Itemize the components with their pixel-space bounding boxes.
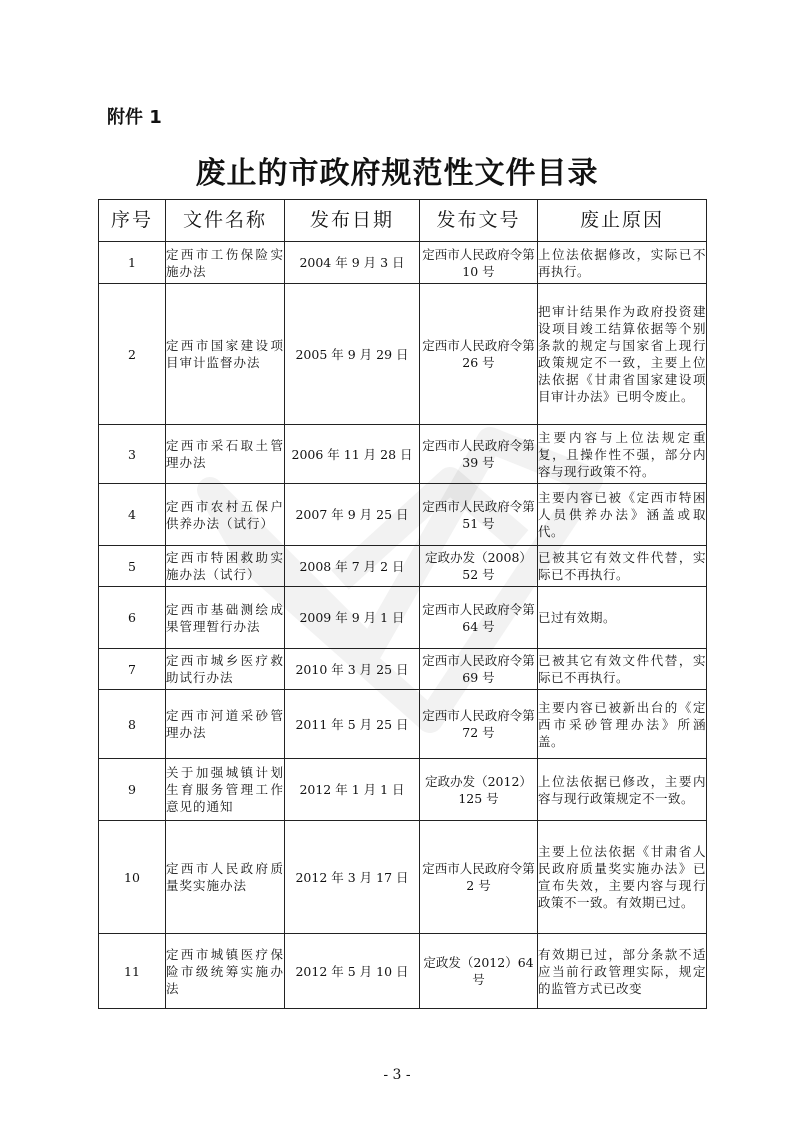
table-row: [99, 690, 707, 759]
table-row: [99, 759, 707, 821]
table-header-row: [99, 200, 707, 242]
cell-name: 定西市农村五保户供养办法（试行）: [166, 484, 285, 546]
cell-reason: 把审计结果作为政府投资建设项目竣工结算依据等个别条款的规定与国家省上现行政策规定不一致，主要上位法依据《甘肃省国家建设项目审计办法》已明令废止。: [538, 284, 707, 425]
cell-date: 2005 年 9 月 29 日: [285, 284, 420, 425]
cell-reason: 有效期已过，部分条款不适应当前行政管理实际，规定的监管方式已改变: [538, 934, 707, 1009]
page-number: - 3 -: [383, 1067, 411, 1083]
cell-name: 定西市人民政府质量奖实施办法: [166, 821, 285, 934]
catalog-table: [98, 199, 707, 1009]
cell-no: 6: [99, 587, 166, 649]
cell-date: 2009 年 9 月 1 日: [285, 587, 420, 649]
table-row: [99, 934, 707, 1009]
cell-date: 2010 年 3 月 25 日: [285, 649, 420, 690]
header-reason: 废止原因: [538, 200, 707, 242]
cell-reason: 已被其它有效文件代替，实际已不再执行。: [538, 546, 707, 587]
cell-name: 定西市采石取土管理办法: [166, 425, 285, 484]
cell-doc-no: 定西市人民政府令第 51 号: [420, 484, 538, 546]
cell-name: 定西市城镇医疗保险市级统筹实施办法: [166, 934, 285, 1009]
table-row: [99, 242, 707, 284]
cell-no: 2: [99, 284, 166, 425]
cell-date: 2008 年 7 月 2 日: [285, 546, 420, 587]
cell-reason: 主要上位法依据《甘肃省人民政府质量奖实施办法》已宣布失效，主要内容与现行政策不一致。有效期已过。: [538, 821, 707, 934]
cell-reason: 已过有效期。: [538, 587, 707, 649]
cell-date: 2004 年 9 月 3 日: [285, 242, 420, 284]
cell-date: 2006 年 11 月 28 日: [285, 425, 420, 484]
cell-no: 8: [99, 690, 166, 759]
cell-doc-no: 定西市人民政府令第 69 号: [420, 649, 538, 690]
cell-name: 定西市城乡医疗救助试行办法: [166, 649, 285, 690]
cell-reason: 主要内容已被《定西市特困人员供养办法》涵盖或取代。: [538, 484, 707, 546]
cell-date: 2012 年 3 月 17 日: [285, 821, 420, 934]
cell-reason: 主要内容已被新出台的《定西市采砂管理办法》所涵盖。: [538, 690, 707, 759]
cell-no: 7: [99, 649, 166, 690]
cell-name: 定西市工伤保险实施办法: [166, 242, 285, 284]
cell-date: 2012 年 5 月 10 日: [285, 934, 420, 1009]
table-row: [99, 425, 707, 484]
cell-reason: 已被其它有效文件代替，实际已不再执行。: [538, 649, 707, 690]
cell-doc-no: 定政办发（2008）52 号: [420, 546, 538, 587]
cell-no: 4: [99, 484, 166, 546]
table-row: [99, 284, 707, 425]
cell-doc-no: 定西市人民政府令第 39 号: [420, 425, 538, 484]
cell-no: 5: [99, 546, 166, 587]
cell-reason: 上位法依据已修改，主要内容与现行政策规定不一致。: [538, 759, 707, 821]
header-name: 文件名称: [166, 200, 285, 242]
cell-doc-no: 定西市人民政府令第 26 号: [420, 284, 538, 425]
table-row: [99, 587, 707, 649]
cell-doc-no: 定西市人民政府令第 64 号: [420, 587, 538, 649]
cell-no: 9: [99, 759, 166, 821]
cell-reason: 主要内容与上位法规定重复，且操作性不强，部分内容与现行政策不符。: [538, 425, 707, 484]
table-row: [99, 546, 707, 587]
cell-no: 1: [99, 242, 166, 284]
cell-doc-no: 定西市人民政府令第 72 号: [420, 690, 538, 759]
cell-no: 11: [99, 934, 166, 1009]
cell-reason: 上位法依据修改，实际已不再执行。: [538, 242, 707, 284]
header-doc-no: 发布文号: [420, 200, 538, 242]
header-no: 序号: [99, 200, 166, 242]
cell-name: 定西市河道采砂管理办法: [166, 690, 285, 759]
table-row: [99, 649, 707, 690]
cell-no: 3: [99, 425, 166, 484]
cell-date: 2011 年 5 月 25 日: [285, 690, 420, 759]
cell-date: 2007 年 9 月 25 日: [285, 484, 420, 546]
attachment-label: 附件 1: [107, 107, 162, 128]
cell-name: 关于加强城镇计划生育服务管理工作意见的通知: [166, 759, 285, 821]
cell-doc-no: 定西市人民政府令第 10 号: [420, 242, 538, 284]
cell-name: 定西市国家建设项目审计监督办法: [166, 284, 285, 425]
table-row: [99, 821, 707, 934]
cell-name: 定西市特困救助实施办法（试行）: [166, 546, 285, 587]
cell-doc-no: 定西市人民政府令第 2 号: [420, 821, 538, 934]
document-title: 废止的市政府规范性文件目录: [195, 156, 599, 191]
cell-date: 2012 年 1 月 1 日: [285, 759, 420, 821]
cell-doc-no: 定政办发（2012）125 号: [420, 759, 538, 821]
cell-no: 10: [99, 821, 166, 934]
table-row: [99, 484, 707, 546]
cell-name: 定西市基础测绘成果管理暂行办法: [166, 587, 285, 649]
cell-doc-no: 定政发（2012）64 号: [420, 934, 538, 1009]
header-date: 发布日期: [285, 200, 420, 242]
